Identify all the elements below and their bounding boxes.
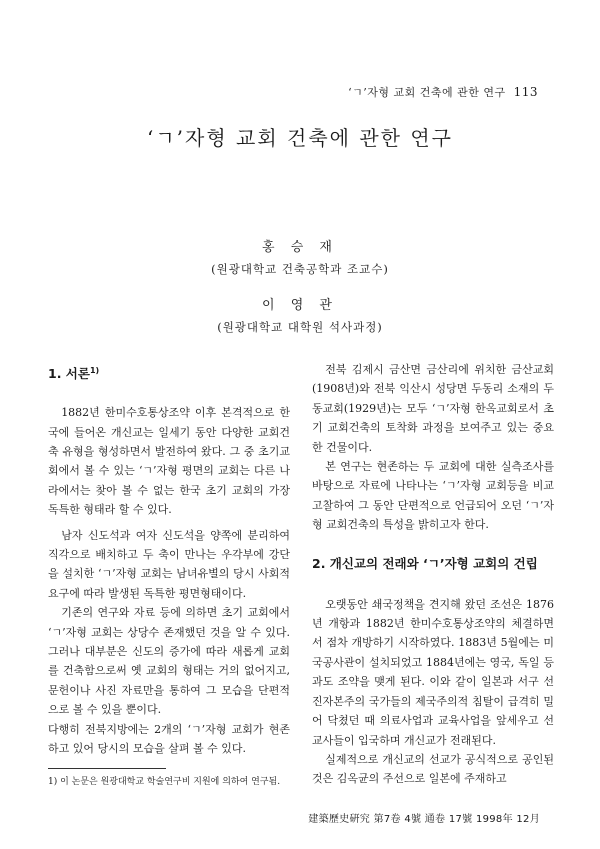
paragraph: 실제적으로 개신교의 선교가 공식적으로 공인된 것은 김옥균의 주선으로 일본에 주재하고 — [312, 752, 554, 786]
author-affiliation: (원광대학교 대학원 석사과정) — [217, 320, 383, 334]
journal-footer: 建築歷史硏究 第7卷 4號 通卷 17號 1998年 12月 — [308, 814, 540, 825]
author-affiliation: (원광대학교 건축공학과 조교수) — [211, 262, 389, 276]
paragraph: 다행히 전북지방에는 2개의 ‘ㄱ’자형 교회가 현존하고 있어 당시의 모습을 살펴 볼 수 있다. — [48, 722, 290, 756]
left-column — [48, 360, 290, 758]
footnote: 1) 이 논문은 원광대학교 학술연구비 지원에 의하여 연구됨. — [48, 777, 281, 787]
paragraph: 기존의 연구와 자료 등에 의하면 초기 교회에서 ‘ㄱ’자형 교회는 상당수 존재했던 것을 알 수 있다. 그러나 대부분은 신도의 증가에 따라 새롭게 교회를 건축함으로써 옛 교회의 형태는 거의 없어지고, 문헌이나 사진 자료만을 통하여 그 모습을 단편적으로 볼 수 있을 뿐이다. — [48, 606, 290, 717]
paragraph: 본 연구는 현존하는 두 교회에 대한 실측조사를 바탕으로 자료에 나타나는 ‘ㄱ’자형 교회등을 비교 고찰하여 그 동안 단편적으로 언급되어 오던 ‘ㄱ’자형 교회건축의 특성을 밝히고자 한다. — [312, 460, 554, 532]
section-heading: 2. 개신교의 전래와 ‘ㄱ’자형 교회의 건립 — [312, 555, 538, 571]
page-number: 113 — [513, 85, 538, 99]
footnote-mark: 1) — [89, 366, 100, 375]
paper-title: ‘ㄱ’자형 교회 건축에 관한 연구 — [147, 126, 453, 150]
section-heading: 1. 서론$^{1)}$ — [48, 366, 100, 382]
running-title: ‘ㄱ’자형 교회 건축에 관한 연구 — [348, 86, 506, 99]
running-header — [348, 84, 538, 100]
author-name: 홍 승 재 — [262, 240, 338, 255]
paragraph: 전북 김제시 금산면 금산리에 위치한 금산교회(1908년)와 전북 익산시 성당면 두동리 소재의 두동교회(1929년)는 모두 ‘ㄱ’자형 한옥교회로서 초기 교회건축의 토착화 과정을 보여주고 있는 중요한 건물이다. — [312, 363, 554, 454]
author-1 — [0, 236, 600, 277]
paragraph: 1882년 한미수호통상조약 이후 본격적으로 한국에 들어온 개신교는 일세기 동안 다양한 교회건축 유형을 형성하면서 발전하여 왔다. 그 중 초기교회에서 볼 수 있는 ‘ㄱ’자형 평면의 교회는 다른 나라에서는 찾아 볼 수 없는 한국 초기 교회의 가장 독특한 형태라 할 수 있다. — [48, 406, 290, 517]
author-name: 이 영 관 — [262, 298, 338, 313]
paragraph: 오랫동안 쇄국정책을 견지해 왔던 조선은 1876년 개항과 1882년 한미수호통상조약의 체결하면서 점차 개방하기 시작하였다. 1883년 5월에는 미국공사관이 설치되었고 1884년에는 영국, 독일 등과도 조약을 맺게 된다. 이와 같이 일본과 서구 선진자본주의 국가들의 제국주의적 침탈이 급격히 밀어 닥쳤던 때 의료사업과 교육사업을 앞세우고 선교사들이 입국하며 개신교가 전래된다. — [312, 597, 554, 747]
footnote-rule — [48, 768, 166, 769]
author-2 — [0, 294, 600, 335]
right-column — [312, 360, 554, 789]
paragraph: 남자 신도석과 여자 신도석을 양쪽에 분리하여 직각으로 배치하고 두 축이 만나는 우각부에 강단을 설치한 ‘ㄱ’자형 교회는 남녀유별의 당시 사회적 요구에 따라 발생된 독특한 평면형태이다. — [48, 528, 290, 600]
